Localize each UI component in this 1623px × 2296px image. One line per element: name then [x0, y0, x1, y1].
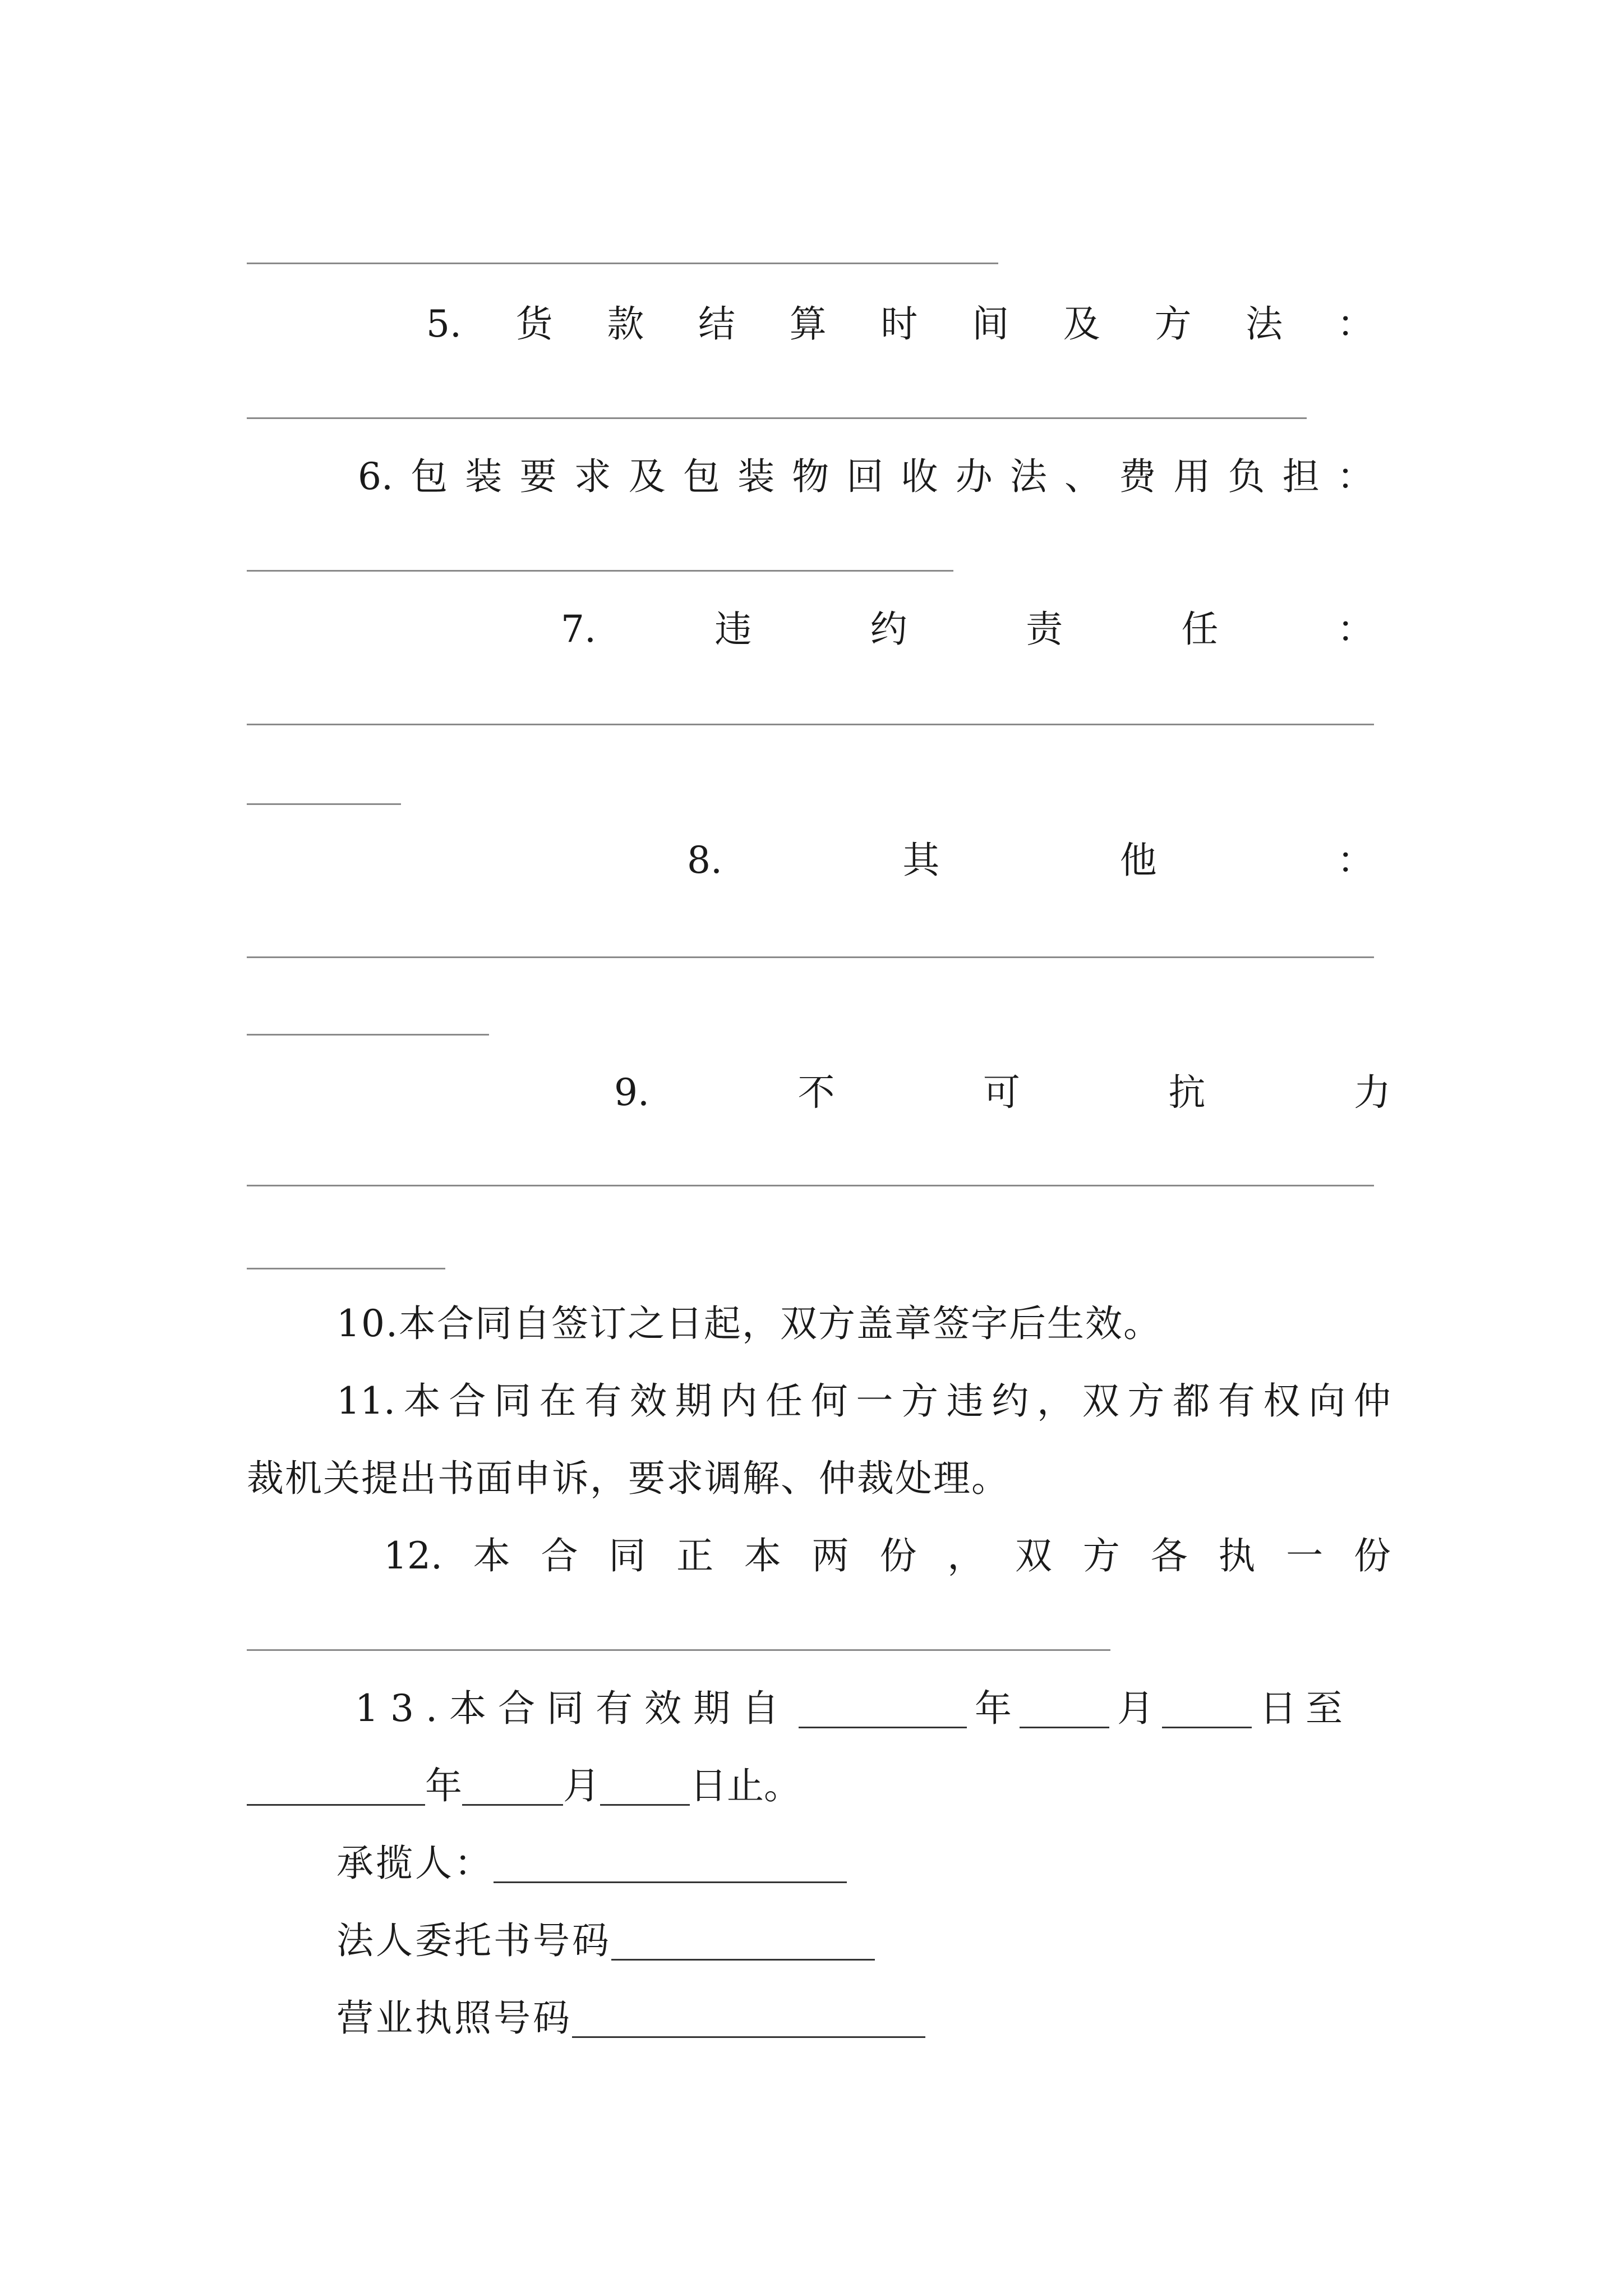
clause-char: 方	[1127, 1379, 1165, 1423]
clause-char: 方	[1082, 1534, 1120, 1577]
end-day-blank[interactable]	[600, 1767, 690, 1806]
clause-char: 12.	[384, 1534, 442, 1577]
clause-char: 办	[955, 455, 993, 498]
clause-char: ：	[1336, 839, 1374, 882]
clause-13-validity-period	[355, 1681, 1391, 1737]
blank-line[interactable]	[247, 956, 1374, 958]
clause-char: 物	[792, 455, 829, 498]
clause-char: 要	[519, 455, 557, 498]
clause-char: 份	[1353, 1534, 1391, 1577]
clause-char: 何	[810, 1379, 848, 1423]
end-year-blank[interactable]	[247, 1767, 425, 1806]
clause-char: 都	[1173, 1379, 1210, 1423]
clause-char: 在	[539, 1379, 577, 1423]
clause-char: 任	[766, 1379, 803, 1423]
clause-char: 一	[1286, 1534, 1324, 1577]
clause-char: 法	[1246, 302, 1283, 346]
contractor-blank[interactable]	[494, 1844, 847, 1883]
clause-char: 内	[720, 1379, 758, 1423]
clause-char: 收	[901, 455, 938, 498]
clause-13-prefix: 13.本合同有效期自	[355, 1687, 791, 1730]
clause-char: 违	[946, 1379, 984, 1423]
blank-line[interactable]	[247, 417, 1307, 419]
clause-char: 方	[1154, 302, 1192, 346]
clause-char: ，	[947, 1534, 985, 1577]
contractor-row	[336, 1835, 1391, 1892]
clause-char: 约	[870, 608, 907, 651]
clause-char: 责	[1026, 608, 1063, 651]
start-month-blank[interactable]	[1020, 1690, 1109, 1728]
clause-char: 合	[449, 1379, 486, 1423]
blank-line[interactable]	[247, 803, 401, 805]
clause-11-dispute-arbitration	[336, 1373, 1391, 1429]
contractor-label: 承揽人：	[336, 1842, 494, 1885]
clause-char: 装	[737, 455, 775, 498]
clause-char: 一	[856, 1379, 893, 1423]
clause-char: 本	[473, 1534, 510, 1577]
clause-char: 仲	[1353, 1379, 1391, 1423]
clause-13-validity-period-end	[247, 1758, 1391, 1814]
clause-6-packaging	[358, 449, 1374, 505]
end-day-label: 日止。	[690, 1764, 801, 1807]
clause-10-effective-date: 10.本合同自签订之日起，双方盖章签字后生效。	[336, 1302, 1161, 1345]
clause-char: 本	[744, 1534, 781, 1577]
power-of-attorney-row	[336, 1913, 1391, 1969]
blank-line[interactable]	[247, 724, 1374, 725]
clause-char: 合	[541, 1534, 578, 1577]
clause-char: 不	[797, 1071, 835, 1114]
clause-char: 约	[992, 1379, 1029, 1423]
clause-char: 有	[1218, 1379, 1255, 1423]
clause-char: 抗	[1168, 1071, 1206, 1114]
clause-char: 时	[880, 302, 918, 346]
clause-char: 费	[1119, 455, 1156, 498]
clause-char: ：	[1336, 455, 1374, 498]
clause-char: 包	[411, 455, 448, 498]
blank-line[interactable]	[247, 1185, 1374, 1186]
clause-char: 7.	[561, 608, 596, 651]
power-of-attorney-blank[interactable]	[611, 1922, 875, 1961]
clause-char: 权	[1263, 1379, 1301, 1423]
clause-7-liability-for-breach	[561, 601, 1374, 657]
business-license-blank[interactable]	[572, 1999, 925, 2038]
clause-char: 向	[1308, 1379, 1346, 1423]
blank-line[interactable]	[247, 1649, 1110, 1651]
clause-char: 双	[1082, 1379, 1119, 1423]
clause-char: 装	[465, 455, 502, 498]
clause-char: ：	[1336, 302, 1374, 346]
clause-char: 货	[515, 302, 553, 346]
clause-char: 有	[584, 1379, 622, 1423]
clause-8-other	[687, 832, 1374, 889]
clause-char: 6.	[358, 455, 393, 498]
blank-line[interactable]	[247, 1268, 445, 1269]
end-month-blank[interactable]	[462, 1767, 563, 1806]
clause-char: 8.	[687, 839, 722, 882]
clause-char: 及	[628, 455, 666, 498]
clause-char: 力	[1353, 1071, 1391, 1114]
start-month-label: 月	[1117, 1687, 1154, 1730]
business-license-label: 营业执照号码	[336, 1996, 572, 2040]
clause-char: 可	[983, 1071, 1020, 1114]
clause-char: 本	[403, 1379, 441, 1423]
end-month-label: 月	[563, 1764, 600, 1807]
clause-char: 方	[901, 1379, 939, 1423]
clause-char: 效	[630, 1379, 667, 1423]
clause-char: 正	[676, 1534, 714, 1577]
clause-char: 任	[1181, 608, 1219, 651]
clause-char: 期	[675, 1379, 712, 1423]
business-license-row	[336, 1990, 1391, 2046]
clause-char: ：	[1336, 608, 1374, 651]
end-year-label: 年	[425, 1764, 462, 1807]
clause-char: 双	[1015, 1534, 1052, 1577]
clause-char: 法	[1009, 455, 1047, 498]
clause-char: 同	[494, 1379, 531, 1423]
clause-char: 各	[1150, 1534, 1188, 1577]
clause-char: 结	[698, 302, 736, 346]
clause-char: 及	[1063, 302, 1100, 346]
clause-char: 算	[789, 302, 827, 346]
clause-char: ，	[1037, 1379, 1075, 1423]
clause-char: 、	[1064, 455, 1102, 498]
start-day-to-label: 日至	[1259, 1687, 1352, 1730]
clause-char: 他	[1119, 839, 1157, 882]
clause-char: 份	[879, 1534, 917, 1577]
clause-11-dispute-arbitration-continued: 裁机关提出书面申诉，要求调解、仲裁处理。	[247, 1457, 1009, 1500]
clause-char: 求	[574, 455, 611, 498]
start-year-label: 年	[974, 1687, 1012, 1730]
clause-char: 间	[972, 302, 1009, 346]
clause-char: 违	[714, 608, 752, 651]
start-year-blank[interactable]	[799, 1690, 967, 1728]
clause-char: 执	[1218, 1534, 1256, 1577]
clause-char: 同	[608, 1534, 646, 1577]
start-day-blank[interactable]	[1162, 1690, 1252, 1728]
clause-char: 两	[811, 1534, 849, 1577]
clause-char: 包	[683, 455, 720, 498]
clause-char: 11.	[336, 1379, 395, 1423]
clause-9-force-majeure	[614, 1065, 1391, 1121]
clause-char: 其	[902, 839, 940, 882]
clause-char: 担	[1282, 455, 1320, 498]
clause-char: 款	[607, 302, 644, 346]
blank-line[interactable]	[247, 570, 953, 572]
clause-char: 9.	[614, 1071, 649, 1114]
clause-char: 回	[846, 455, 884, 498]
blank-line[interactable]	[247, 1034, 489, 1036]
clause-char: 用	[1173, 455, 1211, 498]
clause-char: 5.	[426, 302, 462, 346]
blank-line[interactable]	[247, 263, 998, 264]
power-of-attorney-label: 法人委托书号码	[336, 1919, 611, 1962]
clause-12-copies	[384, 1528, 1391, 1584]
clause-5-payment-settlement	[426, 296, 1374, 352]
clause-char: 负	[1228, 455, 1265, 498]
